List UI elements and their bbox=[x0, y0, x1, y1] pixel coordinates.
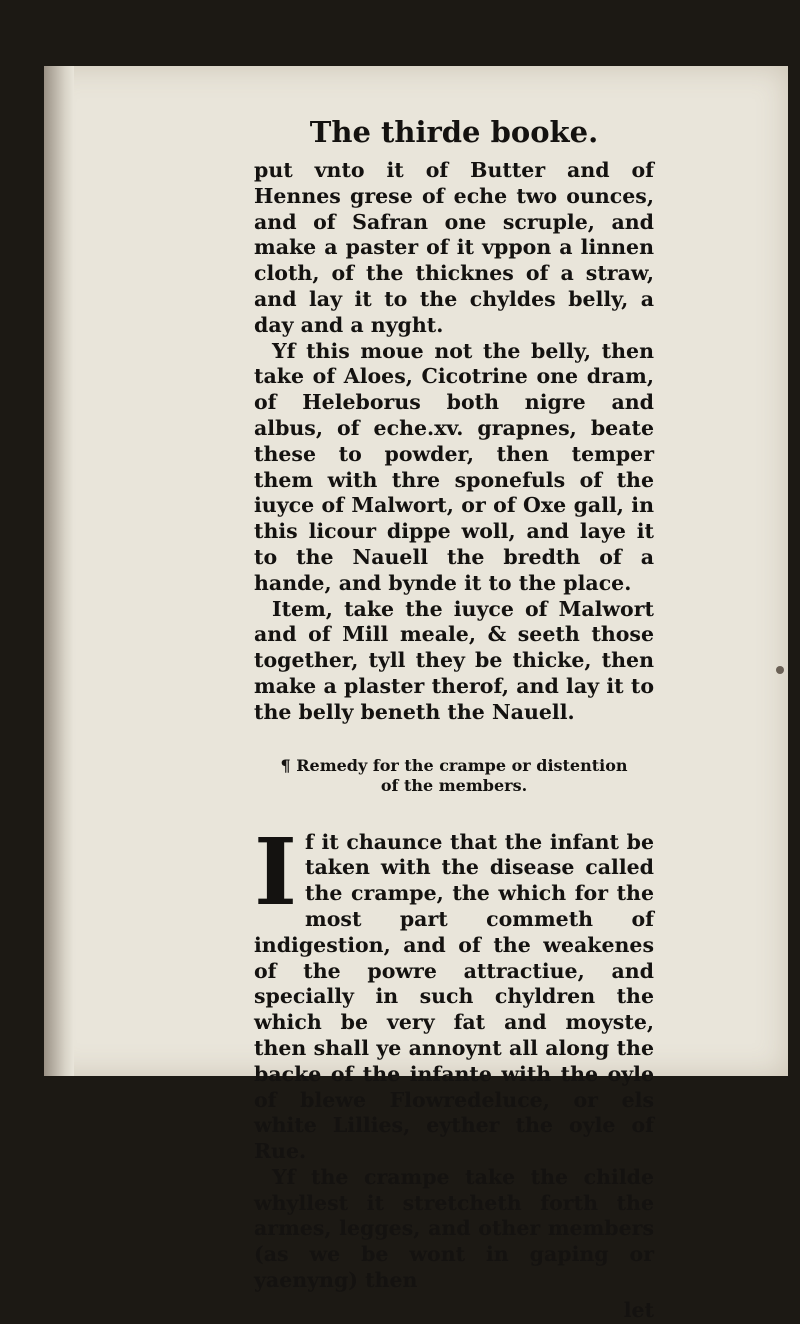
section-rubric bbox=[254, 756, 654, 796]
paragraph-3: Item, take the iuyce of Malwort and of Mill meale, & seeth those together, tyll they be thicke, then make a plaster therof, and lay it to the belly beneth the Nauell. bbox=[254, 596, 654, 724]
ink-spot bbox=[776, 666, 784, 674]
book-page bbox=[44, 66, 788, 1322]
page-gutter bbox=[44, 66, 74, 1076]
paragraph-2: Yf this moue not the belly, then take of Aloes, Cicotrine one dram, of Heleborus both nigre and albus, of eche.xv. grapnes, beate these to powder, then temper them with thre sponefuls of the iuyce of Malwort, or of Oxe gall, in this licour dippe woll, and laye it to the Nauell the bredth of a hande, and bynde it to the place. bbox=[254, 338, 654, 595]
page-text bbox=[254, 114, 654, 1324]
paragraph-5: Yf the crampe take the childe whyllest it stretcheth forth the armes, legges, and other members (as we be wont in gaping or yaenyng) then bbox=[254, 1164, 654, 1293]
paragraph-4 bbox=[254, 817, 654, 1165]
catchword: let bbox=[623, 1297, 654, 1322]
rubric-line-2: of the members. bbox=[380, 775, 528, 795]
drop-capital: I bbox=[254, 817, 298, 926]
paragraph-4-text: f it chaunce that the infant be taken with the disease called the crampe, the which for the most part commeth of indigestion, and of the weakenes of the powre attractiue, and specially in such chyldren the which be very fat and moyste, then shall ye annoynt all along the backe of the infante with the oyle of blewe Flowredeluce, or els white Lillies, eyther the oyle of Rue. bbox=[254, 829, 654, 1164]
rubric-line-1: ¶ Remedy for the crampe or distention bbox=[280, 755, 628, 775]
running-header: The thirde booke. bbox=[309, 115, 599, 149]
paragraph-1: put vnto it of Butter and of Hennes grese of eche two ounces, and of Safran one scruple, and make a paster of it vppon a linnen cloth, of the thicknes of a straw, and lay it to the chyldes belly, a day and a nyght. bbox=[254, 158, 654, 337]
